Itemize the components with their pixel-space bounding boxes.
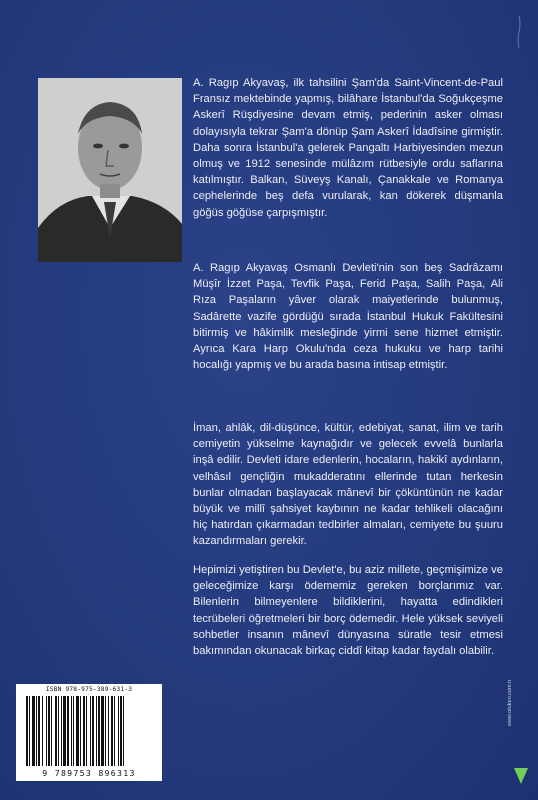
author-portrait-icon <box>38 78 182 262</box>
publisher-mark <box>505 679 535 792</box>
bio-paragraph-1: A. Ragıp Akyavaş, ilk tahsilini Şam'da Saint-Vincent-de-Paul Fransız mektebinde yapmış, bilâhare İstanbul'da Soğukçeşme Askerî Rüşdiyesine devam etmiş, pederinin asker olması dolayısıyla tekrar Şam'a dönüp Şam Askerî İdadîsine girmiştir. Daha sonra İstanbul'a gelerek Pangaltı Harbiyesinden mezun olmuş ve 1912 senesinde mülâzım rütbesiyle ordu saflarına katılmıştır. Balkan, Süveyş Kanalı, Çanakkale ve Romanya cephelerinde beş defa vurularak, kan dökerek düşmanla göğüs göğüse çarpışmıştır. <box>193 77 503 219</box>
bio-paragraph-2: A. Ragıp Akyavaş Osmanlı Devleti'nin son beş Sadrâzamı Müşîr İzzet Paşa, Tevfik Paşa, Ferid Paşa, Salih Paşa, Ali Rıza Paşaların yâver olarak maiyetlerinde bulunmuş, Sadârette vazife gördüğü sırada İstanbul Hukuk Fakültesini bitirmiş ve hâkimlik mesleğinde yirmi sene hizmet etmiştir. Ayrıca Kara Harp Okulu'nda ceza hukuku ve harp tarihi hocalığı yapmış ve bu arada basına intisap etmiştir. <box>193 262 503 372</box>
isbn-barcode <box>16 684 162 781</box>
edge-mark-icon <box>516 14 522 50</box>
ean-digits: 9 789753 896313 <box>42 768 136 778</box>
publisher-triangle-logo-icon <box>513 766 529 786</box>
barcode-bars-icon <box>26 696 154 766</box>
essay-paragraph-2: Hepimizi yetiştiren bu Devlet'e, bu aziz millete, geçmişimize ve geleceğimize karşı ödememiz gereken borçlarımız var. Bilenlerin bilmeyenlere bildiklerini, hayatta edindikleri tecrübeleri öğretmeleri bir borç ödemedir. Hele yüksek seviyeli sohbetler insanın mânevî dünyasına süratle tesir etmesi bakımından okunacak birkaç ciddî kitap kadar faydalı olabilir. <box>193 564 503 658</box>
essay-paragraph-1: İman, ahlâk, dil-düşünce, kültür, edebiyat, sanat, ilim ve tarih cemiyetin yükselme kaynağıdır ve gelecek evvelâ bunlarla inşâ edilir. Devleti idare edenlerin, hocaların, hakikî aydınların, velhâsıl gençliğin mukadderatını ellerinde tutan herkesin bunlar olmadan başlayacak mânevî bir çöküntünün ne kadar büyük ve millî şahsiyet kaybının ne kadar tehlikeli olacağını hiç hatırdan çıkarmadan tedbirler almaları, cemiyete bu şuuru kazandırmaları gerekir. <box>193 422 503 548</box>
author-portrait <box>38 78 182 262</box>
isbn-label: ISBN 978-975-389-631-3 <box>45 686 133 693</box>
publisher-url: www.otuken.com.tr <box>507 679 513 726</box>
